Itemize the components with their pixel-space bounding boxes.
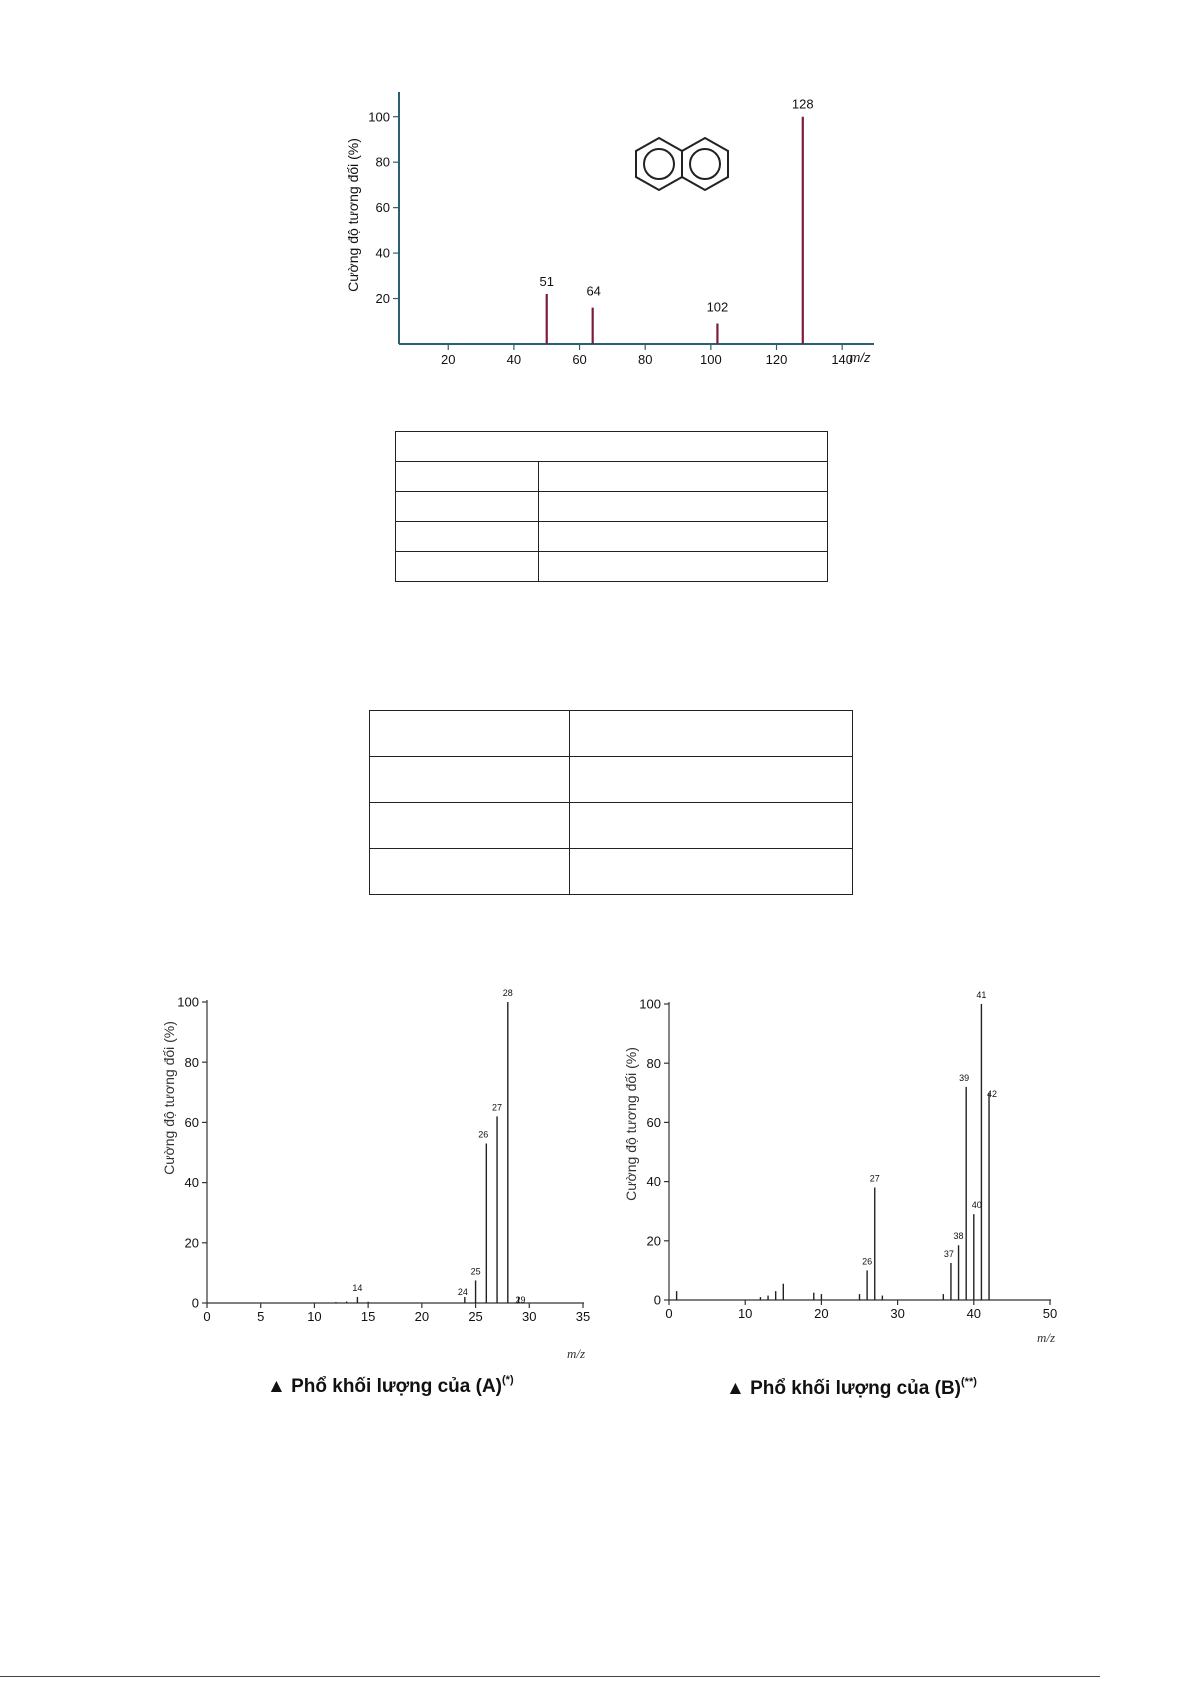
peak-label: 25 (470, 1266, 481, 1277)
y-tick-label: 0 (191, 1295, 199, 1311)
x-tick-label: 30 (890, 1306, 905, 1321)
y-tick-label: 100 (368, 109, 390, 125)
table-row (370, 803, 853, 849)
table-row (396, 432, 828, 462)
peak-label: 38 (953, 1231, 964, 1242)
y-tick-label: 40 (184, 1175, 199, 1191)
x-tick-label: 20 (814, 1306, 829, 1321)
y-tick-label: 80 (184, 1054, 199, 1070)
x-tick-label: 120 (765, 352, 788, 367)
x-tick-label: 25 (468, 1309, 483, 1324)
x-tick-label: 40 (966, 1306, 982, 1321)
spectrum-a-caption: ▲ Phổ khối lượng của (A)(*) (267, 1374, 514, 1397)
peak-label: 41 (976, 990, 987, 1000)
y-tick-label: 60 (184, 1114, 199, 1130)
y-axis-label: Cường độ tương đối (%) (345, 138, 361, 292)
peak-label: 26 (862, 1256, 873, 1267)
table-cell (396, 492, 539, 522)
peak-label: 27 (492, 1102, 503, 1113)
peak-label: 29 (515, 1294, 526, 1305)
x-axis-label: m/z (1036, 1330, 1056, 1345)
table-cell (396, 552, 539, 582)
y-tick-label: 0 (653, 1292, 661, 1308)
peak-label: 102 (706, 299, 729, 315)
table-cell (370, 849, 570, 895)
blank-table-2 (369, 710, 853, 895)
table-cell (539, 462, 828, 492)
x-tick-label: 50 (1042, 1306, 1058, 1321)
table-cell (539, 492, 828, 522)
x-tick-label: 0 (665, 1306, 673, 1321)
x-tick-label: 20 (441, 352, 456, 367)
peak-label: 37 (943, 1249, 954, 1259)
x-tick-label: 140 (831, 352, 854, 367)
x-tick-label: 80 (637, 352, 653, 367)
y-tick-label: 60 (375, 200, 390, 216)
peak-label: 24 (457, 1286, 468, 1297)
naphthalene-structure-icon (636, 138, 728, 190)
page-bottom-rule (0, 1676, 1100, 1677)
x-tick-label: 40 (506, 352, 522, 367)
blank-table-1 (395, 431, 828, 582)
y-tick-label: 80 (646, 1055, 661, 1071)
peak-label: 39 (959, 1072, 970, 1083)
table-row (370, 711, 853, 757)
table-cell (570, 803, 853, 849)
y-tick-label: 20 (184, 1235, 199, 1251)
spectrum-b-caption: ▲ Phổ khối lượng của (B)(**) (726, 1376, 977, 1399)
peak-label: 128 (791, 96, 814, 112)
y-tick-label: 40 (646, 1174, 661, 1190)
table-cell (370, 757, 570, 803)
table-cell (396, 462, 539, 492)
x-tick-label: 15 (360, 1309, 376, 1324)
table-cell (539, 552, 828, 582)
y-tick-label: 20 (646, 1233, 661, 1249)
y-axis-label: Cường độ tương đối (%) (623, 1047, 639, 1201)
table-row (370, 757, 853, 803)
y-tick-label: 60 (646, 1114, 661, 1130)
x-tick-label: 60 (572, 352, 587, 367)
table-row (396, 522, 828, 552)
x-tick-label: 0 (203, 1309, 211, 1324)
naphthalene-mass-spectrum (0, 0, 1192, 400)
y-tick-label: 40 (375, 245, 390, 261)
table-cell (570, 757, 853, 803)
x-tick-label: 35 (575, 1309, 591, 1324)
y-axis-label: Cường độ tương đối (%) (161, 1021, 177, 1175)
table-cell (370, 803, 570, 849)
table-row (396, 462, 828, 492)
y-tick-label: 100 (177, 994, 199, 1010)
x-axis-label: m/z (566, 1346, 586, 1361)
x-tick-label: 20 (414, 1309, 430, 1324)
table-cell (570, 849, 853, 895)
peak-label: 51 (539, 274, 554, 289)
peak-label: 28 (502, 988, 513, 998)
x-tick-label: 30 (522, 1309, 537, 1324)
table-cell (539, 522, 828, 552)
table-row (370, 849, 853, 895)
peak-label: 64 (586, 283, 601, 299)
y-tick-label: 80 (375, 154, 390, 170)
x-tick-label: 5 (257, 1309, 265, 1324)
table-cell (370, 711, 570, 757)
peak-label: 42 (987, 1088, 998, 1099)
y-tick-label: 100 (639, 996, 661, 1012)
peak-label: 14 (352, 1282, 363, 1293)
peak-label: 40 (971, 1200, 982, 1211)
peak-label: 26 (478, 1129, 489, 1140)
table-cell (570, 711, 853, 757)
x-tick-label: 10 (737, 1306, 753, 1321)
x-axis-label: m/z (849, 350, 871, 365)
y-tick-label: 20 (375, 291, 390, 307)
table-header-cell (396, 432, 828, 462)
x-tick-label: 100 (700, 352, 722, 367)
peak-label: 27 (869, 1173, 880, 1184)
table-row (396, 492, 828, 522)
x-tick-label: 10 (307, 1309, 322, 1324)
table-row (396, 552, 828, 582)
table-cell (396, 522, 539, 552)
